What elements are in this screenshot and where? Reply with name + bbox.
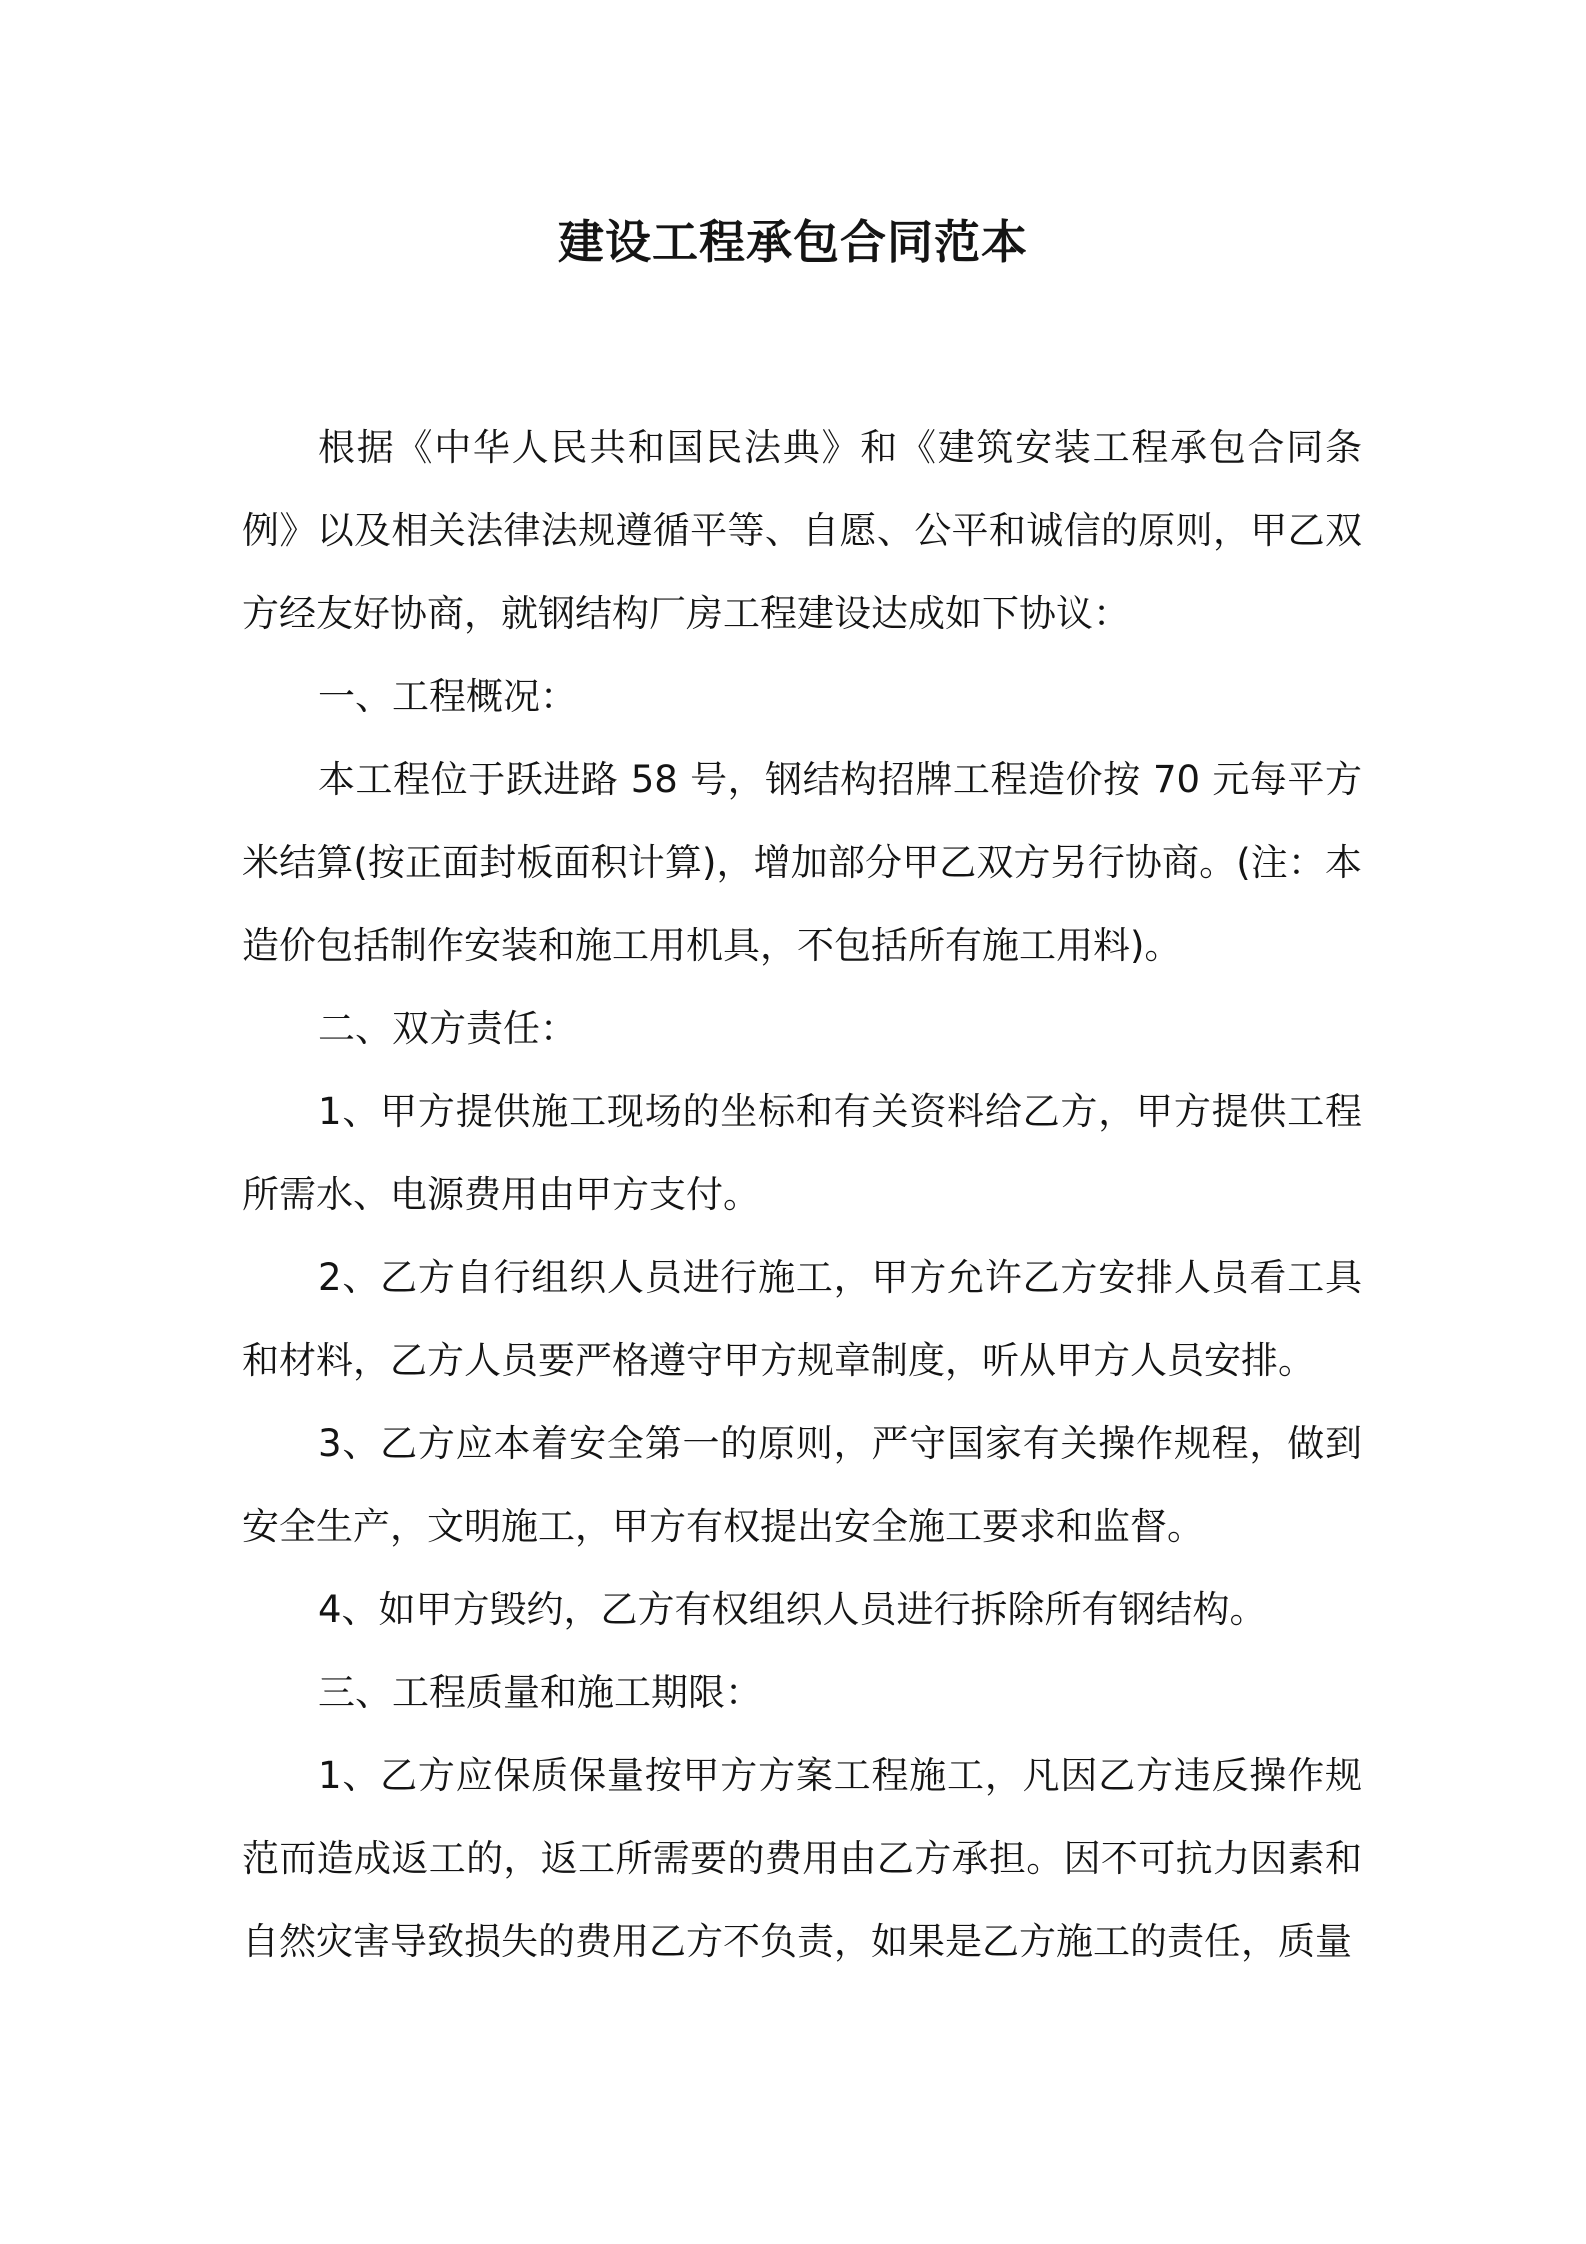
- paragraph-quality-1: 1、乙方应保质保量按甲方方案工程施工，凡因乙方违反操作规范而造成返工的，返工所需要的费用由乙方承担。因不可抗力因素和自然灾害导致损失的费用乙方不负责，如果是乙方施工的责任，质量: [242, 1754, 1362, 1963]
- document-title: 建设工程承包合同范本: [558, 215, 1028, 269]
- section-heading-responsibilities: 二、双方责任：: [318, 1007, 577, 1050]
- paragraph-overview: 本工程位于跃进路 58 号，钢结构招牌工程造价按 70 元每平方米结算(按正面封板面积计算)，增加部分甲乙双方另行协商。(注：本造价包括制作安装和施工用机具，不包括所有施工用料)。: [242, 758, 1362, 967]
- paragraph-responsibility-4: 4、如甲方毁约，乙方有权组织人员进行拆除所有钢结构。: [318, 1588, 1267, 1631]
- paragraph-responsibility-2: 2、乙方自行组织人员进行施工，甲方允许乙方安排人员看工具和材料，乙方人员要严格遵守甲方规章制度，听从甲方人员安排。: [242, 1256, 1362, 1382]
- section-heading-quality: 三、工程质量和施工期限：: [318, 1671, 762, 1714]
- document-body: [242, 406, 1362, 1983]
- paragraph-responsibility-1: 1、甲方提供施工现场的坐标和有关资料给乙方，甲方提供工程所需水、电源费用由甲方支付。: [242, 1090, 1362, 1216]
- paragraph-responsibility-3: 3、乙方应本着安全第一的原则，严守国家有关操作规程，做到安全生产，文明施工，甲方有权提出安全施工要求和监督。: [242, 1422, 1362, 1548]
- section-heading-overview: 一、工程概况：: [318, 675, 577, 718]
- paragraph-preamble: 根据《中华人民共和国民法典》和《建筑安装工程承包合同条例》以及相关法律法规遵循平等、自愿、公平和诚信的原则，甲乙双方经友好协商，就钢结构厂房工程建设达成如下协议：: [242, 426, 1362, 635]
